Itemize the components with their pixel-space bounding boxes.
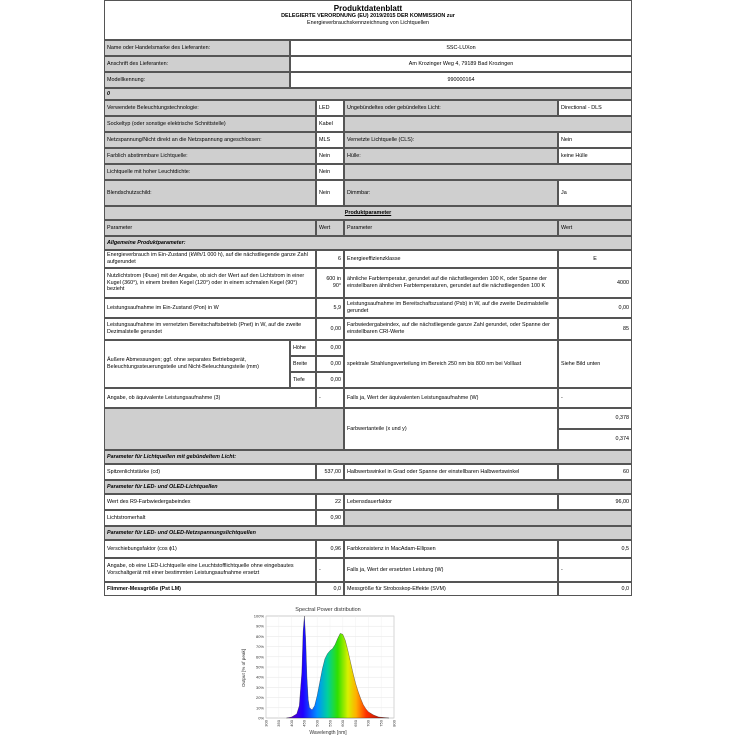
x-tick-label: 600 (340, 720, 346, 727)
mains-label: Netzspannung/Nicht direkt an die Netzspannung angeschlossen: (104, 132, 316, 148)
cls-label: Vernetzte Lichtquelle (CLS): (344, 132, 558, 148)
plot-area (254, 614, 397, 727)
glare-label: Blendschutzschild: (104, 180, 316, 206)
energy-value: 6 (316, 250, 344, 268)
y-tick-label: 0% (258, 715, 264, 721)
spectral-value: Siehe Bild unten (558, 340, 632, 388)
color-consistency-value: 0,5 (558, 540, 632, 558)
flicker-value: 0,0 (316, 582, 344, 596)
depth-value: 0,00 (316, 372, 344, 388)
directional-label: Ungebündeltes oder gebündeltes Licht: (344, 100, 558, 116)
psb-value: 0,00 (558, 298, 632, 318)
supplier-name-value: SSC-LUXon (290, 40, 632, 56)
flicker-label: Flimmer-Messgröße (Pst LM) (104, 582, 316, 596)
x-tick-label: 450 (301, 720, 307, 727)
replacement-power-value: - (558, 558, 632, 582)
model-value: 990000164 (290, 72, 632, 88)
y-tick-label: 100% (253, 613, 264, 619)
directional-value: Directional - DLS (558, 100, 632, 116)
envelope-value: keine Hülle (558, 148, 632, 164)
dimensions-label: Äußere Abmessungen; ggf. ohne separates Betriebsgerät, Beleuchtungssteuerungsteile und Nicht-Beleuchtungsteile (mm) (104, 340, 290, 388)
chromaticity-y: 0,374 (558, 429, 632, 450)
tunable-label: Farblich abstimmbare Lichtquelle: (104, 148, 316, 164)
color-consistency-label: Farbkonsistenz in MacAdam-Ellipsen (344, 540, 558, 558)
x-tick-label: 700 (365, 720, 371, 727)
survival-label: Lebensdauerfaktor (344, 494, 558, 510)
blank-cell (344, 164, 632, 180)
x-tick-label: 300 (263, 720, 269, 727)
lumen-maintenance-label: Lichtstromerhalt (104, 510, 316, 526)
sheet-regulation: DELEGIERTE VERORDNUNG (EU) 2019/2015 DER KOMMISSION zur (281, 13, 455, 19)
section-zero: 0 (104, 88, 632, 100)
equivalent-label: Angabe, ob äquivalente Leistungsaufnahme (3) (104, 388, 316, 408)
pon-value: 5,9 (316, 298, 344, 318)
cri-value: 85 (558, 318, 632, 340)
lumen-maintenance-value: 0,90 (316, 510, 344, 526)
flux-value: 600 in 90° (316, 268, 344, 298)
peak-intensity-value: 537,00 (316, 464, 344, 480)
sheet-regulation-sub: Energieverbrauchskennzeichnung von Lichtquellen (307, 20, 429, 26)
supplier-name-label: Name oder Handelsmarke des Lieferanten: (104, 40, 290, 56)
y-tick-label: 50% (255, 664, 264, 670)
sheet-header (104, 0, 632, 40)
general-params-title: Allgemeine Produktparameter: (104, 236, 632, 250)
pnet-label: Leistungsaufnahme im vernetzten Bereitschaftsbetrieb (Pnet) in W, auf die zweite Dezimalstelle gerundet (104, 318, 316, 340)
x-tick-label: 750 (378, 720, 384, 727)
mains-value: MLS (316, 132, 344, 148)
cap-value: Kabel (316, 116, 344, 132)
power-factor-label: Verschiebungsfaktor (cos ϕ1) (104, 540, 316, 558)
svm-label: Messgröße für Stroboskop-Effekte (SVM) (344, 582, 558, 596)
psb-label: Leistungsaufnahme im Bereitschaftszustand (Psb) in W, auf die zweite Dezimalstelle gerundet (344, 298, 558, 318)
x-tick-label: 350 (276, 720, 282, 727)
cct-label: ähnliche Farbtemperatur, gerundet auf die nächstliegenden 100 K, oder Spanne der einstellbaren ähnlichen Farbtemperaturen, gerundet auf die nächstliegenden 100 K (344, 268, 558, 298)
x-tick-label: 800 (391, 720, 397, 727)
y-tick-label: 30% (255, 684, 264, 690)
chart-title: Spectral Power distribution (295, 607, 361, 613)
tunable-value: Nein (316, 148, 344, 164)
blank-cell (104, 408, 344, 450)
y-tick-label: 60% (255, 654, 264, 660)
chromaticity-label: Farbwertanteile (x und y) (344, 408, 558, 450)
width-label: Breite (290, 356, 316, 372)
cls-value: Nein (558, 132, 632, 148)
blank-cell (344, 116, 632, 132)
tech-label: Verwendete Beleuchtungstechnologie: (104, 100, 316, 116)
mains-section-title: Parameter für LED- und OLED-Netzspannungslichtquellen (104, 526, 632, 540)
height-label: Höhe (290, 340, 316, 356)
beam-angle-label: Halbwertswinkel in Grad oder Spanne der einstellbaren Halbwertswinkel (344, 464, 558, 480)
y-axis-label: Output [% of peak] (241, 648, 246, 688)
cri-label: Farbwiedergabeindex, auf die nächstliegende ganze Zahl gerundet, oder Spanne der einstellbaren CRI-Werte (344, 318, 558, 340)
directional-section-title: Parameter für Lichtquellen mit gebündeltem Licht: (104, 450, 632, 464)
equivalent-power-label: Falls ja, Wert der äquivalenten Leistungsaufnahme (W) (344, 388, 558, 408)
glare-value: Nein (316, 180, 344, 206)
sheet-title: Produktdatenblatt (333, 4, 403, 13)
spectral-label: spektrale Strahlungsverteilung im Bereich 250 nm bis 800 nm bei Volllast (344, 340, 558, 388)
y-tick-label: 90% (255, 623, 264, 629)
power-factor-value: 0,96 (316, 540, 344, 558)
peak-intensity-label: Spitzenlichtstärke (cd) (104, 464, 316, 480)
supplier-address-value: Am Krozinger Weg 4, 79189 Bad Krozingen (290, 56, 632, 72)
y-tick-label: 10% (255, 705, 264, 711)
x-tick-label: 500 (314, 720, 320, 727)
x-tick-label: 400 (288, 720, 294, 727)
pnet-value: 0,00 (316, 318, 344, 340)
svm-value: 0,0 (558, 582, 632, 596)
height-value: 0,00 (316, 340, 344, 356)
col-value: Wert (316, 220, 344, 236)
spectral-power-chart (236, 602, 406, 736)
replacement-label: Angabe, ob eine LED-Lichtquelle eine Leuchtstofflichtquelle ohne eingebautes Vorschaltgerät mit einer bestimmten Leistungsaufnahme ersetzt (104, 558, 316, 582)
dimmable-value: Ja (558, 180, 632, 206)
col-value-2: Wert (558, 220, 632, 236)
equivalent-power-value: - (558, 388, 632, 408)
col-param: Parameter (104, 220, 316, 236)
y-tick-label: 40% (255, 674, 264, 680)
equivalent-value: - (316, 388, 344, 408)
col-param-2: Parameter (344, 220, 558, 236)
energy-class-label: Energieeffizienzklasse (344, 250, 558, 268)
blank-cell (344, 510, 632, 526)
replacement-value: - (316, 558, 344, 582)
y-tick-label: 70% (255, 644, 264, 650)
cap-label: Sockeltyp (oder sonstige elektrische Schnittstelle) (104, 116, 316, 132)
params-section-title: Produktparameter (104, 206, 632, 220)
tech-value: LED (316, 100, 344, 116)
beam-angle-value: 60 (558, 464, 632, 480)
product-data-sheet (104, 0, 632, 596)
high-luminance-label: Lichtquelle mit hoher Leuchtdichte: (104, 164, 316, 180)
energy-class-value: E (558, 250, 632, 268)
replacement-power-label: Falls ja, Wert der ersetzten Leistung (W) (344, 558, 558, 582)
survival-value: 96,00 (558, 494, 632, 510)
high-luminance-value: Nein (316, 164, 344, 180)
x-tick-label: 650 (352, 720, 358, 727)
y-tick-label: 80% (255, 633, 264, 639)
chromaticity-x: 0,378 (558, 408, 632, 429)
r9-value: 22 (316, 494, 344, 510)
width-value: 0,00 (316, 356, 344, 372)
y-tick-label: 20% (255, 695, 264, 701)
cct-value: 4000 (558, 268, 632, 298)
x-tick-label: 550 (327, 720, 333, 727)
depth-label: Tiefe (290, 372, 316, 388)
envelope-label: Hülle: (344, 148, 558, 164)
led-section-title: Parameter für LED- und OLED-Lichtquellen (104, 480, 632, 494)
supplier-address-label: Anschrift des Lieferanten: (104, 56, 290, 72)
energy-label: Energieverbrauch im Ein-Zustand (kWh/1 000 h), auf die nächstliegende ganze Zahl aufgerundet (104, 250, 316, 268)
pon-label: Leistungsaufnahme im Ein-Zustand (Pon) in W (104, 298, 316, 318)
model-label: Modellkennung: (104, 72, 290, 88)
dimmable-label: Dimmbar: (344, 180, 558, 206)
r9-label: Wert des R9-Farbwiedergabeindex (104, 494, 316, 510)
x-axis-label: Wavelength [nm] (309, 730, 347, 736)
flux-label: Nutzlichtstrom (Φuse) mit der Angabe, ob sich der Wert auf den Lichtstrom in einer Kugel (360°), in einem breiten Kegel (120°) oder in einem schmalen Kegel (90°) bezieht (104, 268, 316, 298)
